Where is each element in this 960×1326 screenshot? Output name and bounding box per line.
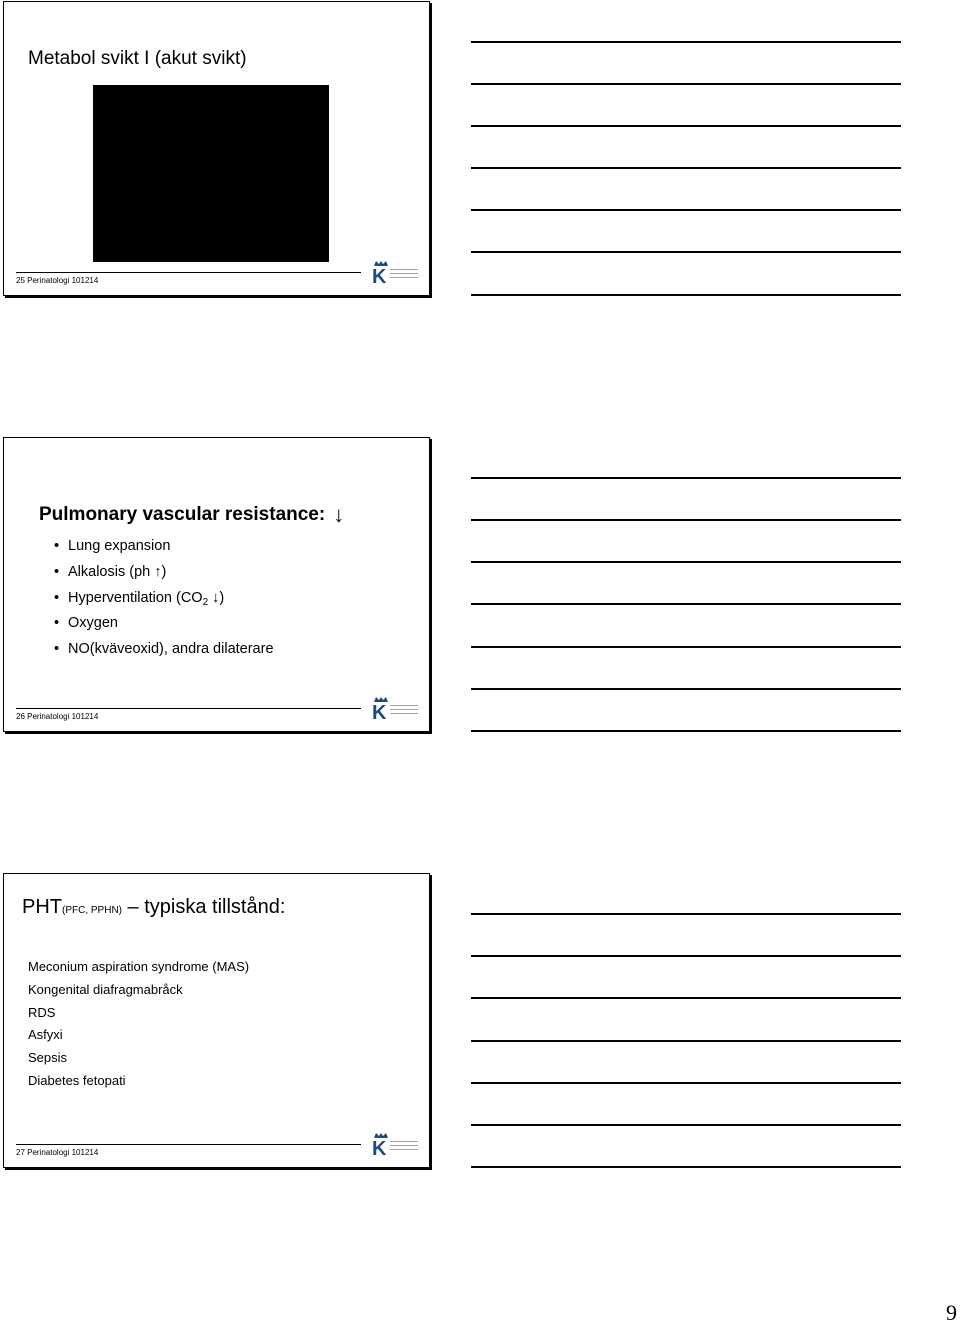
list-item: Sepsis (28, 1050, 68, 1066)
condition-list (28, 959, 249, 1096)
slide-27 (3, 873, 430, 1168)
slide-title: Pulmonary vascular resistance: ↓ (39, 502, 345, 527)
slide-title: PHT(PFC, PPHN) – typiska tillstånd: (22, 896, 286, 918)
down-arrow-icon: ↓ (333, 502, 345, 527)
list-item: • Oxygen (68, 614, 274, 640)
page-number: 9 (946, 1300, 957, 1325)
slide-footer: 27 Perinatologi 101214 (16, 1148, 99, 1157)
ki-logo: K (368, 700, 422, 724)
list-item: RDS (28, 1004, 56, 1020)
footer-divider (16, 1144, 361, 1145)
slide-26 (3, 437, 430, 732)
footer-divider (16, 272, 361, 273)
list-item: Diabetes fetopati (28, 1072, 126, 1088)
list-item: Asfyxi (28, 1027, 63, 1043)
slide-image-placeholder (93, 85, 329, 262)
footer-divider (16, 708, 361, 709)
slide-25 (3, 1, 430, 296)
list-item: • Hyperventilation ($CO_2$ ↓) (68, 589, 274, 615)
ki-logo: K (368, 264, 422, 288)
list-item: • Lung expansion (68, 537, 274, 563)
list-item: Meconium aspiration syndrome (MAS) (28, 959, 250, 974)
slide-title: Metabol svikt I (akut svikt) (28, 48, 247, 69)
slide-footer: 26 Perinatologi 101214 (16, 712, 99, 721)
list-item: • NO(kväveoxid), andra dilaterare (68, 640, 274, 666)
slide-footer: 25 Perinatologi 101214 (16, 276, 99, 285)
list-item: • Alkalosis (ph ↑) (68, 563, 274, 589)
list-item: Kongenital diafragmabråck (28, 981, 183, 997)
ki-logo: K (368, 1136, 422, 1160)
bullet-list (68, 537, 274, 666)
